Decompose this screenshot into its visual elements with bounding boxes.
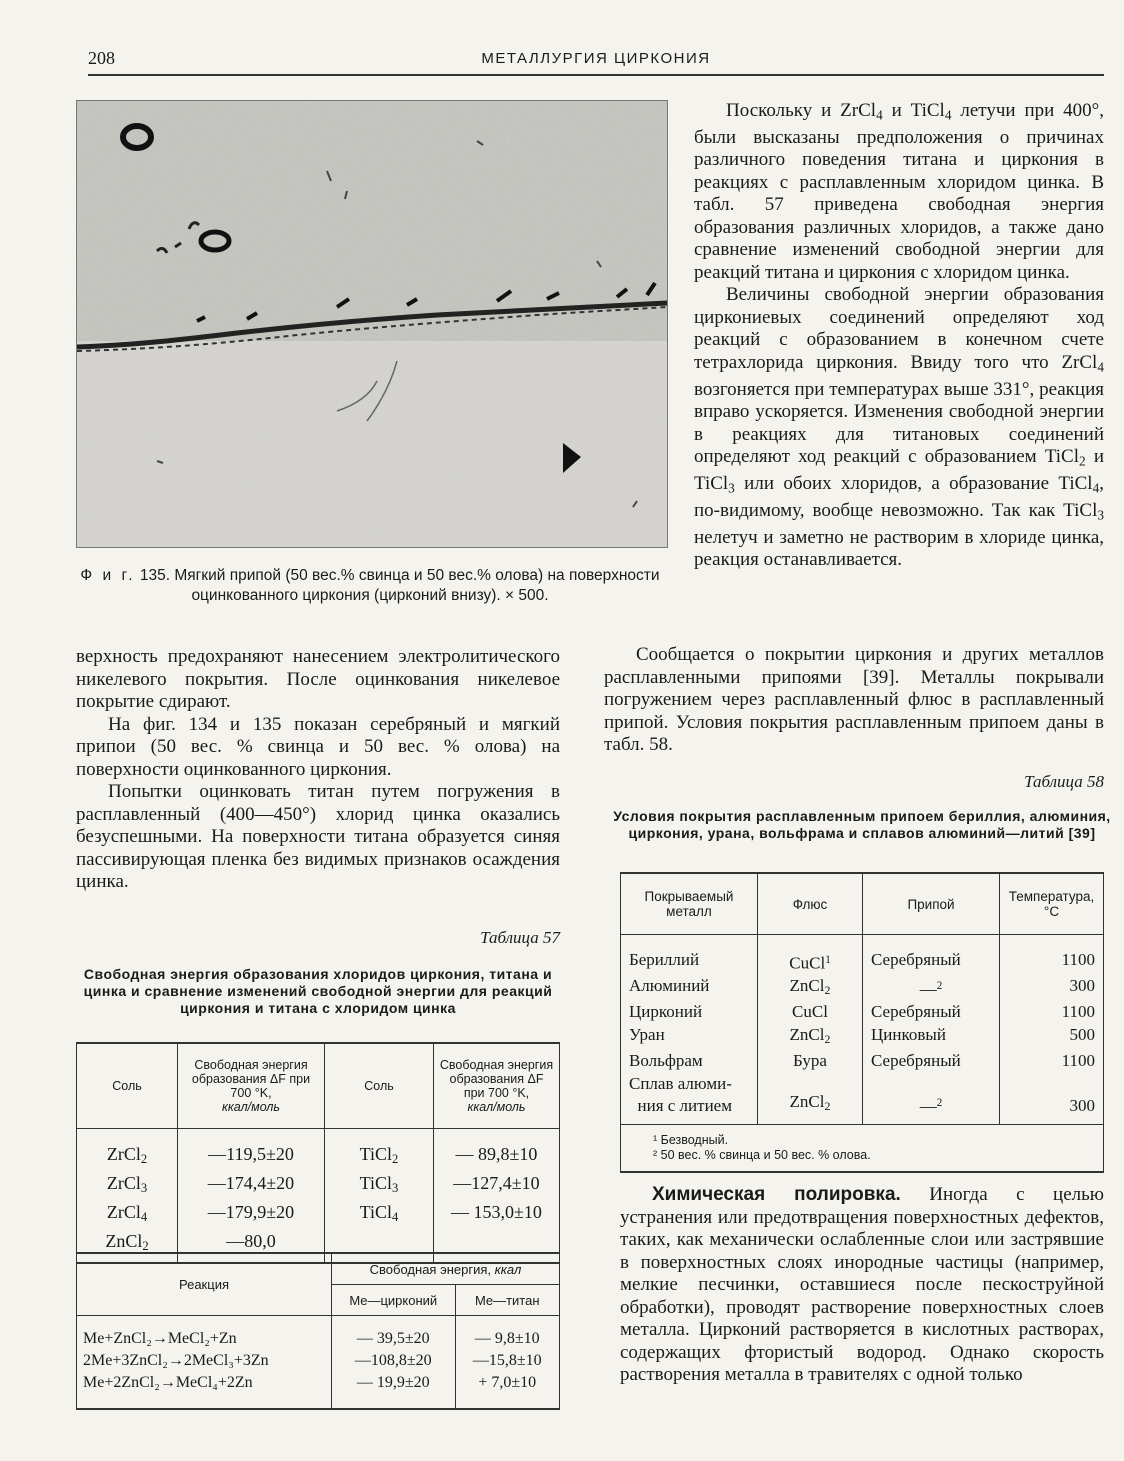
table-row: ZrCl$_4$ —179,9±20 TiCl$_4$ — 153,0±10 [77, 1199, 560, 1228]
running-title: МЕТАЛЛУРГИЯ ЦИРКОНИЯ [481, 50, 711, 67]
table57-label: Таблица 57 [480, 928, 560, 947]
table-row: Me+ZnCl₂→MeCl₂+Zn — 39,5±20 — 9,8±10 [77, 1316, 560, 1351]
micrograph-figure [76, 100, 668, 548]
left-column-text [76, 646, 560, 894]
table-row: ZrCl$_2$ —119,5±20 TiCl$_2$ — 89,8±10 [77, 1129, 560, 1171]
table-row: Алюминий ZnCl$_2$ —$^2$ 300 [621, 975, 1104, 1001]
table-header: Припой [863, 873, 1000, 935]
footnote: ² 50 вес. % свинца и 50 вес. % олова. [653, 1147, 871, 1162]
table-header: Свободная энергия образования ΔF при 700 °K, ккал/моль [434, 1043, 560, 1129]
paragraph: Поскольку и ZrCl$_4$ и TiCl$_4$ летучи при 400°, были высказаны предположения о причинах различного поведения титана и циркония в реакциях с расплавленным хлоридом цинка. В табл. 57 приведена свободная энергия образования различных хлоридов, а также дано сравнение изменений свободной энергии для реакций титана и циркония с хлоридом цинка. [694, 100, 1105, 283]
running-header [88, 48, 1104, 76]
polishing-section [620, 1184, 1104, 1387]
right-column-text-wide [604, 644, 1104, 757]
paragraph: Сообщается о покрытии циркония и других металлов расплавленными припоями [39]. Металлы покрывали погружением через расплавленный флюс в расплавленный припой. Условия покрытия расплавленным припоем даны в табл. 58. [604, 644, 1104, 755]
table-row: Уран ZnCl$_2$ Цинковый 500 [621, 1024, 1104, 1050]
table57-title: Свободная энергия образования хлоридов циркония, титана и цинка и сравнение изменений свободной энергии для реакций циркония и титана с хлоридом цинка [83, 966, 553, 1016]
section-heading: Химическая полировка. [652, 1184, 901, 1205]
table-row: Me+2ZnCl₂→MeCl₄+2Zn — 19,9±20 + 7,0±10 [77, 1372, 560, 1409]
figure-caption-text: 135. Мягкий припой (50 вес.% свинца и 50 вес.% олова) на поверхности оцинкованного циркония (цирконий внизу). × 500. [139, 567, 660, 604]
table-row: Бериллий CuCl$^1$ Серебряный 1100 [621, 935, 1104, 976]
figure-caption [68, 566, 672, 606]
table-header: Свободная энергия образования ΔF при 700 °K, ккал/моль [178, 1043, 325, 1129]
page-number: 208 [88, 48, 115, 68]
table-footnotes [621, 1124, 1104, 1172]
micrograph-image [77, 101, 667, 547]
table-header: Me—цирконий [332, 1285, 456, 1316]
paragraph: Химическая полировка. Иногда с целью устранения или предотвращения поверхностных дефектов, таких, как механически ослабленные слои или застрявшие в поверхностных слоях инородные частицы (например, мелкие песчинки, оставшиеся после пескоструйной обработки), проводят растворение поверхностных слоев металла. Цирконий растворяется в кислотных растворах, содержащих фтористый водород. Однако скорость растворения металла в травителях с одной только [620, 1184, 1104, 1385]
table-header: Свободная энергия, ккал [332, 1253, 560, 1285]
table-row: Цирконий CuCl Серебряный 1100 [621, 1001, 1104, 1024]
figure-caption-label: Ф и г. [80, 567, 136, 584]
table57-reactions [76, 1252, 560, 1410]
table-header: Me—титан [455, 1285, 559, 1316]
table-header: Соль [325, 1043, 434, 1129]
paragraph: На фиг. 134 и 135 показан серебряный и мягкий припои (50 вес. % свинца и 50 вес. % олова) на поверхности оцинкованного циркония. [76, 713, 560, 780]
paragraph: Величины свободной энергии образования циркониевых соединений определяют ход реакций с образованием в конечном счете тетрахлорида циркония. Ввиду того что ZrCl$_4$ возгоняется при температурах выше 331°, реакция вправо ускоряется. Изменения свободной энергии в реакциях для титановых соединений определяют ход реакций с образованием TiCl$_2$ и TiCl$_3$ или обоих хлоридов, а образование TiCl$_4$, по-видимому, вообще невозможно. Так как TiCl$_3$ нелетуч и заметно не растворим в хлориде цинка, реакция останавливается. [694, 284, 1104, 571]
table-header: Соль [77, 1043, 178, 1129]
table-row: ZrCl$_3$ —174,4±20 TiCl$_3$ —127,4±10 [77, 1170, 560, 1199]
table57-energy [76, 1042, 560, 1264]
paragraph: Попытки оцинковать титан путем погружения в расплавленный (400—450°) хлорид цинка оказались безуспешными. На поверхности титана образуется синяя пассивирующая пленка без видимых признаков осаждения цинка. [76, 781, 560, 892]
table58 [620, 872, 1104, 1173]
table58-title: Условия покрытия расплавленным припоем бериллия, алюминия, циркония, урана, вольфрама и сплавов алюминий—литий [39] [613, 808, 1111, 841]
footnote: ¹ Безводный. [653, 1132, 729, 1147]
table58-label: Таблица 58 [1024, 772, 1104, 791]
table-row: 2Me+3ZnCl₂→2MeCl₃+3Zn —108,8±20 —15,8±10 [77, 1350, 560, 1372]
paragraph: верхность предохраняют нанесением электролитического никелевого покрытия. После оцинкования никелевое покрытие сдирают. [76, 646, 560, 712]
table-header: Температура, °C [1000, 873, 1104, 935]
right-column-text [694, 100, 1104, 572]
table-row: Сплав алюми- ния с литием ZnCl$_2$ —$^2$ 300 [621, 1073, 1104, 1125]
table-row: ZnCl$_2$ —80,0 [77, 1228, 560, 1262]
table-header: Покрываемый металл [621, 873, 758, 935]
table-header: Реакция [77, 1253, 332, 1316]
table-header: Флюс [758, 873, 863, 935]
table-row: Вольфрам Бура Серебряный 1100 [621, 1050, 1104, 1073]
